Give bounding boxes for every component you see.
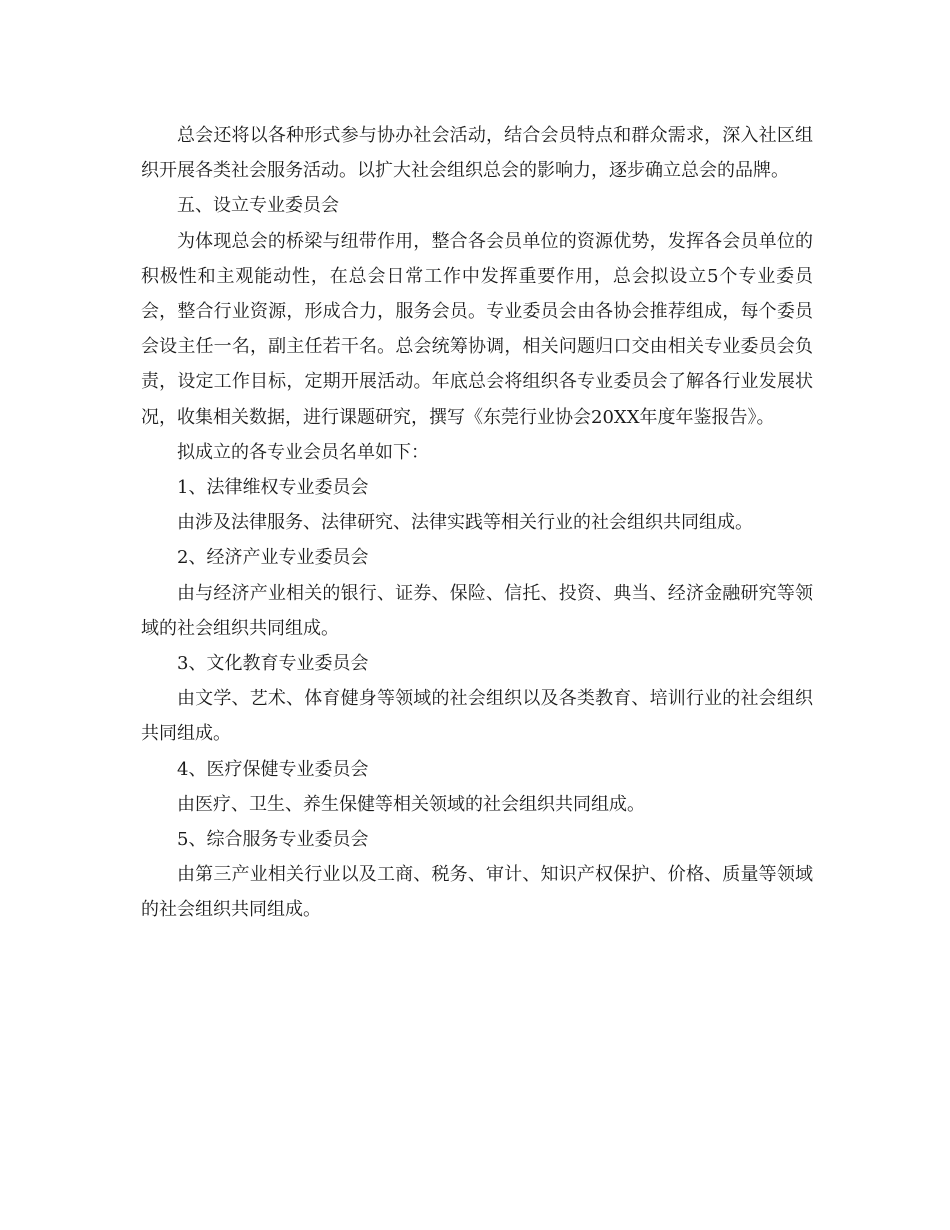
- committee-heading-legal: 1、法律维权专业委员会: [177, 477, 369, 499]
- committee-desc-culture: 由文学、艺术、体育健身等领域的社会组织以及各类教育、培训行业的社会组织共同组成。: [141, 688, 813, 745]
- committee-desc-legal: 由涉及法律服务、法律研究、法律实践等相关行业的社会组织共同组成。: [177, 512, 753, 534]
- section-heading-committees: 五、设立专业委员会: [177, 195, 339, 217]
- committee-desc-economy: 由与经济产业相关的银行、证券、保险、信托、投资、典当、经济金融研究等领域的社会组织共同组成。: [141, 582, 813, 639]
- paragraph-committee-list-intro: 拟成立的各专业会员名单如下：: [177, 441, 429, 463]
- paragraph-committee-purpose: 为体现总会的桥梁与纽带作用，整合各会员单位的资源优势，发挥各会员单位的积极性和主观能动性，在总会日常工作中发挥重要作用，总会拟设立5个专业委员会，整合行业资源，形成合力，服务会员。专业委员会由各协会推荐组成，每个委员会设主任一名，副主任若干名。总会统筹协调，相关问题归口交由相关专业委员会负责，设定工作目标，定期开展活动。年底总会将组织各专业委员会了解各行业发展状况，收集相关数据，进行课题研究，撰写《东莞行业协会20XX年度年鉴报告》。: [141, 230, 813, 428]
- committee-heading-medical: 4、医疗保健专业委员会: [177, 758, 369, 780]
- committee-heading-services: 5、综合服务专业委员会: [177, 829, 369, 851]
- document-body: [141, 118, 813, 928]
- committee-heading-economy: 2、经济产业专业委员会: [177, 547, 369, 569]
- committee-heading-culture: 3、文化教育专业委员会: [177, 653, 369, 675]
- committee-desc-medical: 由医疗、卫生、养生保健等相关领域的社会组织共同组成。: [177, 793, 645, 815]
- committee-desc-services: 由第三产业相关行业以及工商、税务、审计、知识产权保护、价格、质量等领域的社会组织共同组成。: [141, 864, 813, 921]
- paragraph-social-activities: 总会还将以各种形式参与协办社会活动，结合会员特点和群众需求，深入社区组织开展各类社会服务活动。以扩大社会组织总会的影响力，逐步确立总会的品牌。: [141, 125, 813, 182]
